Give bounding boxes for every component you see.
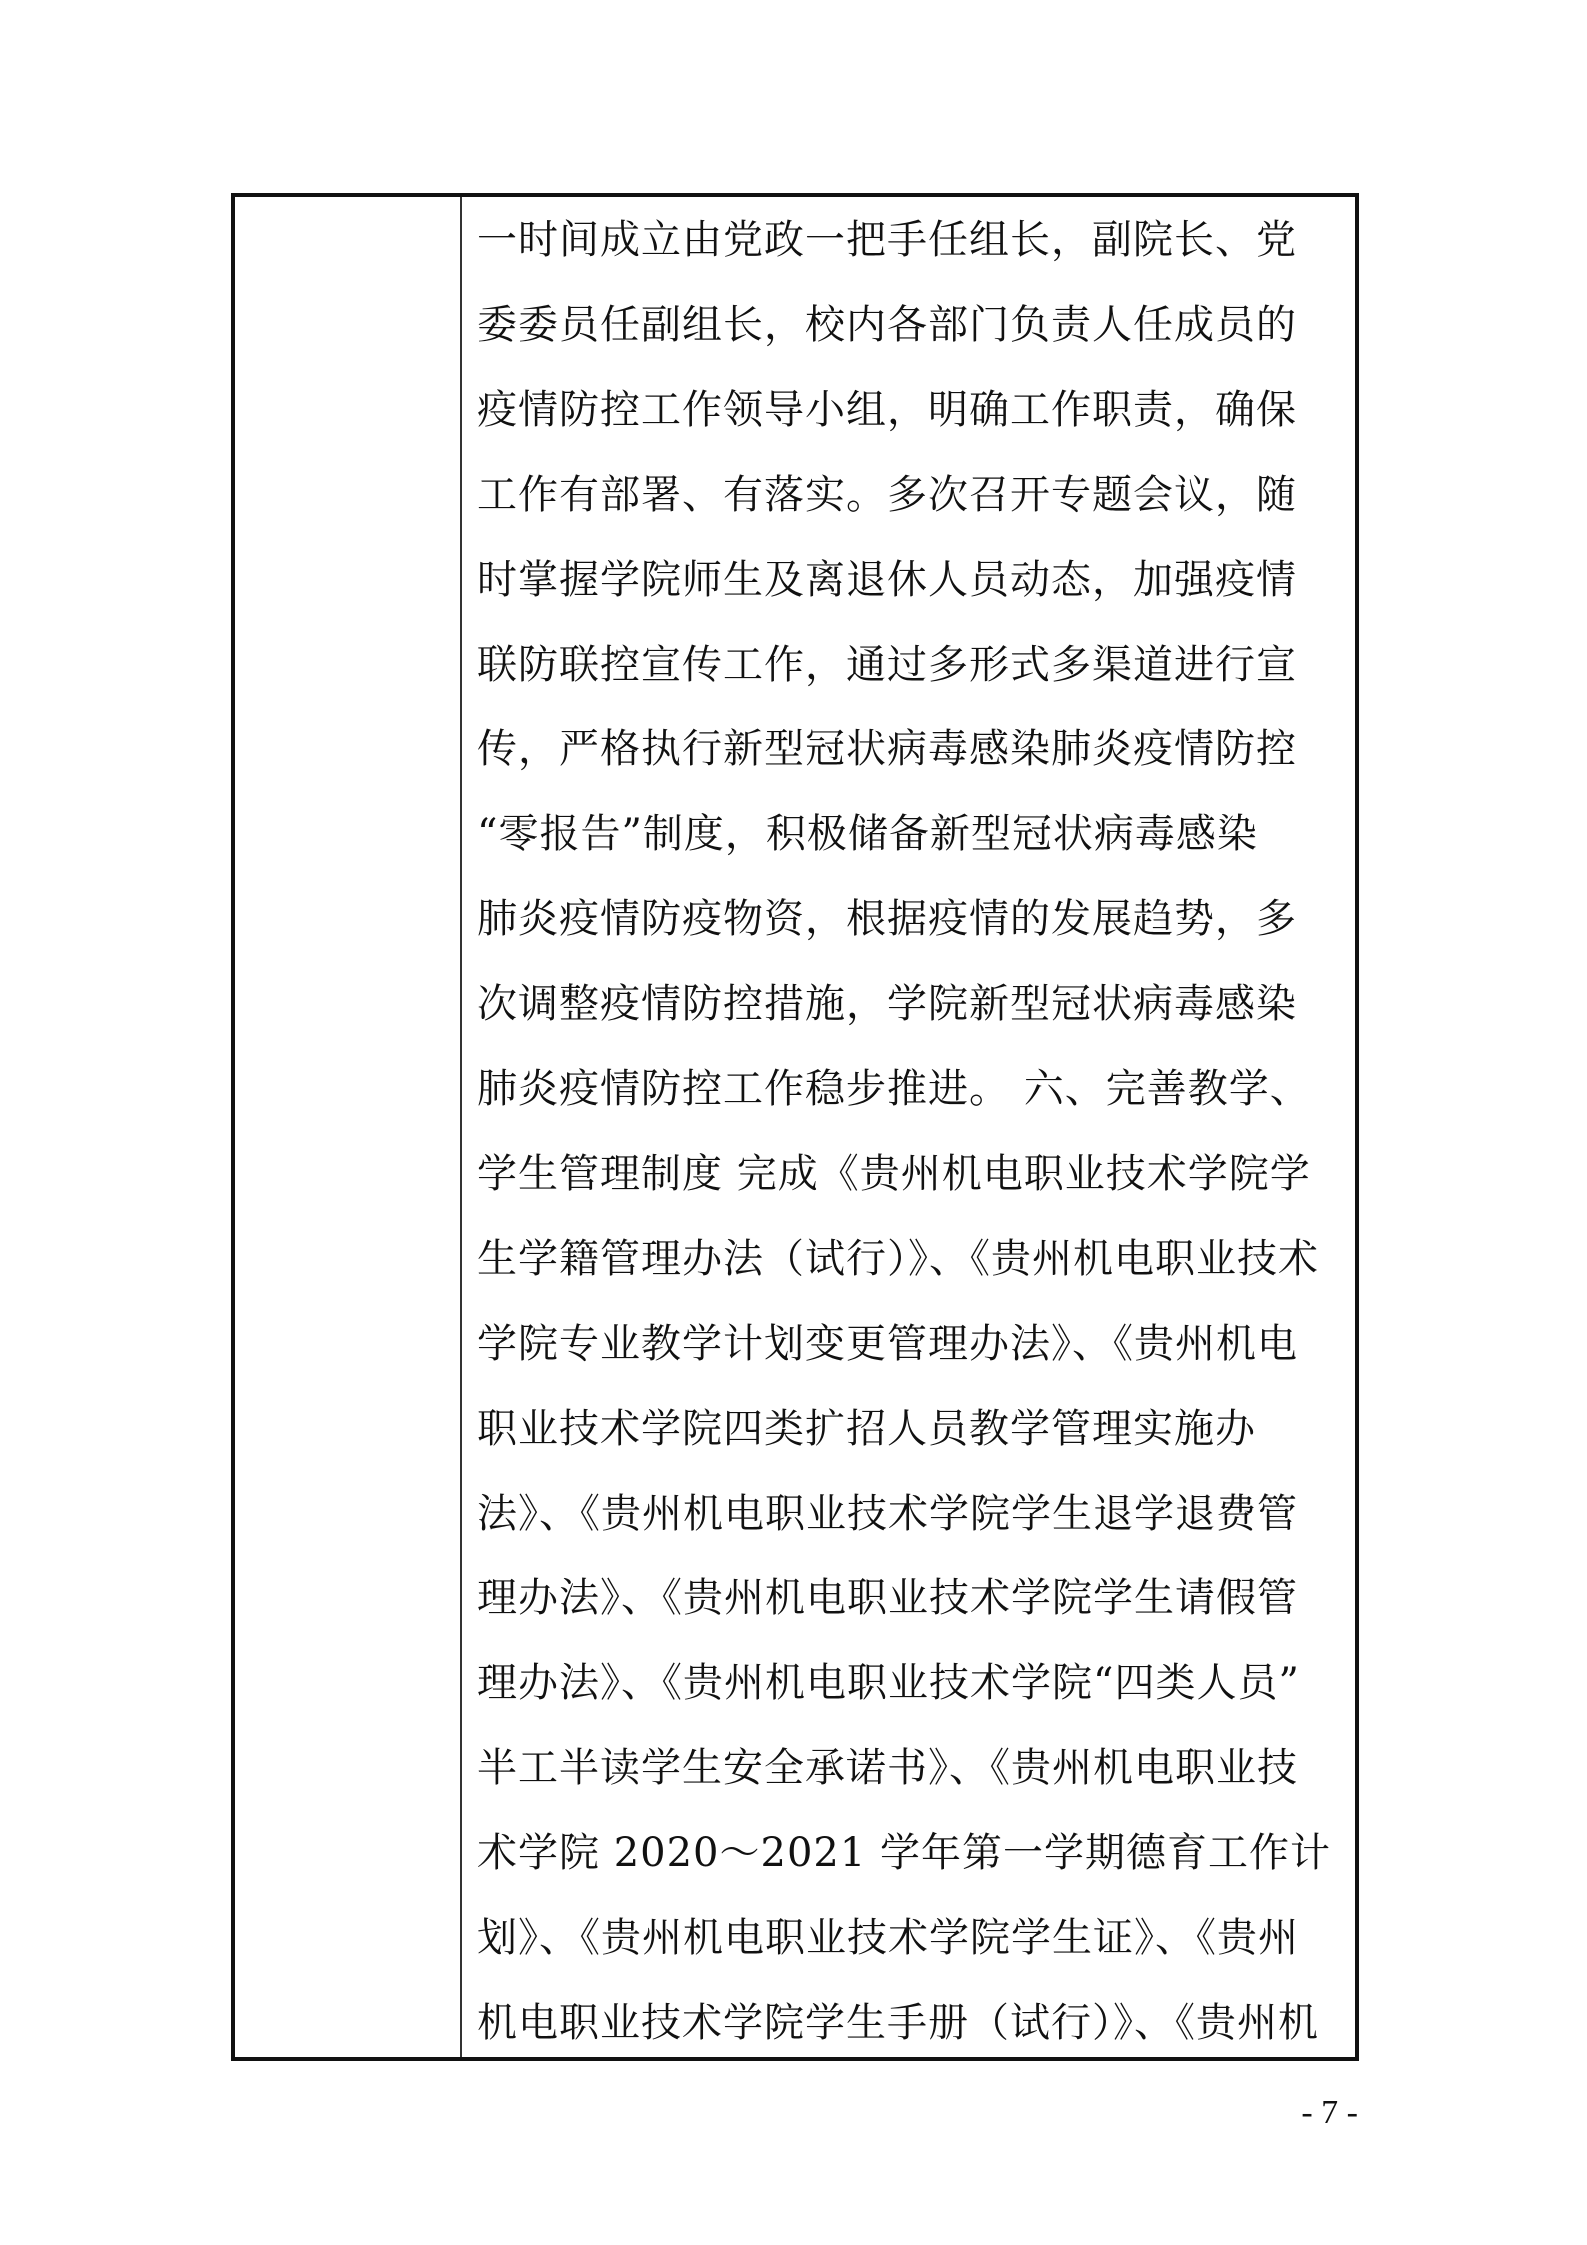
text-line: 职业技术学院四类扩招人员教学管理实施办 xyxy=(477,1405,1256,1452)
text-line: 理办法》、《贵州机电职业技术学院“四类人员” xyxy=(477,1660,1300,1707)
page-number: - 7 - xyxy=(1301,2094,1358,2131)
text-line: 学院专业教学计划变更管理办法》、《贵州机电 xyxy=(477,1320,1298,1367)
text-line: 肺炎疫情防控工作稳步推进。 六、完善教学、 xyxy=(477,1066,1311,1112)
text-line: 机电职业技术学院学生手册（试行）》、《贵州机 xyxy=(477,1999,1319,2046)
text-line: 疫情防控工作领导小组，明确工作职责，确保 xyxy=(477,386,1297,433)
text-line: 划》、《贵州机电职业技术学院学生证》、《贵州 xyxy=(477,1915,1299,1961)
table-left-cell xyxy=(235,197,462,2057)
text-line: 法》、《贵州机电职业技术学院学生退学退费管 xyxy=(477,1490,1298,1537)
text-line: “零报告”制度，积极储备新型冠状病毒感染 xyxy=(477,811,1258,858)
text-line: 半工半读学生安全承诺书》、《贵州机电职业技 xyxy=(477,1745,1298,1792)
text-line: 理办法》、《贵州机电职业技术学院学生请假管 xyxy=(477,1575,1298,1622)
text-line: 一时间成立由党政一把手任组长，副院长、党 xyxy=(477,217,1297,263)
text-line: 工作有部署、有落实。多次召开专题会议，随 xyxy=(477,471,1297,518)
text-line: 学生管理制度 完成《贵州机电职业技术学院学 xyxy=(477,1150,1311,1197)
text-line: 委委员任副组长，校内各部门负责人任成员的 xyxy=(477,301,1297,348)
text-line: 肺炎疫情防疫物资，根据疫情的发展趋势，多 xyxy=(477,896,1297,943)
text-line: 术学院 2020～2021 学年第一学期德育工作计 xyxy=(477,1830,1332,1877)
text-line: 传，严格执行新型冠状病毒感染肺炎疫情防控 xyxy=(477,726,1297,773)
text-line: 时掌握学院师生及离退休人员动态，加强疫情 xyxy=(477,556,1297,603)
text-line: 生学籍管理办法（试行）》、《贵州机电职业技术 xyxy=(477,1235,1319,1282)
text-line: 次调整疫情防控措施，学院新型冠状病毒感染 xyxy=(477,981,1297,1028)
text-line: 联防联控宣传工作，通过多形式多渠道进行宣 xyxy=(477,641,1297,688)
